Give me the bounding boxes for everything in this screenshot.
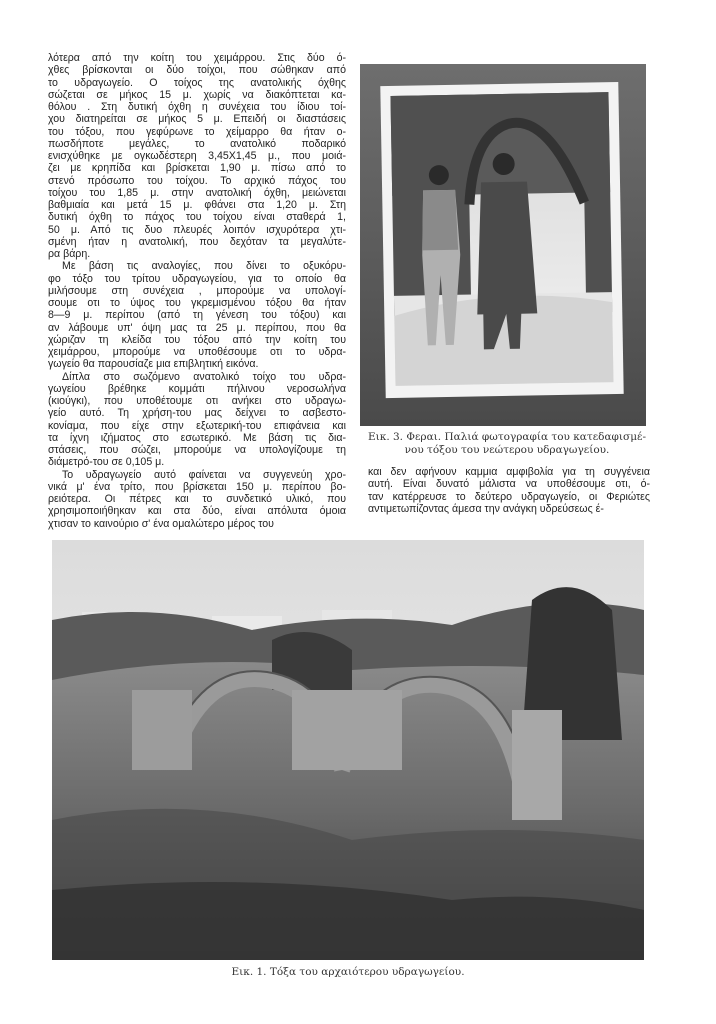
text-line: γωγείου βρέθηκε κομμάτι πήλινου νεροσωλήνα — [48, 382, 346, 395]
text-line: αν λάβουμε υπ' όψη μας τα 25 μ. περίπου, που θα — [48, 321, 346, 334]
figure-1-caption: Εικ. 1. Τόξα του αρχαιότερου υδραγωγείου. — [231, 966, 465, 978]
text-line: 8—9 μ. περίπου (από τη γένεση του τόξου) και — [48, 309, 346, 322]
left-text-column — [48, 52, 346, 530]
text-line: 50 μ. Από τις δυο πλευρές λοιπόν ισχυρότερα χτι- — [48, 223, 346, 236]
text-line: νικά μ' ένα τρίτο, που βρίσκεται 150 μ. περίπου βο- — [48, 480, 346, 493]
text-line: στάσεις, που σώζει, μπορούμε να υπολογίζουμε τη — [48, 444, 346, 456]
text-line: πωσδήποτε μεγάλες, το ανατολικό ποδαρικό — [48, 137, 346, 150]
text-line: σμένη ήταν η ανατολική, που δεχόταν τα μεγαλύτε- — [48, 235, 346, 248]
text-line: (κιούγκι), που υποθέτουμε οτι ανήκει στο υδραγω- — [48, 395, 346, 407]
text-line: χειμάρρου, μπορούμε να υποθέσουμε οτι το υδρα- — [48, 346, 346, 358]
text-line: διάμετρό-του σε 0,105 μ. — [48, 456, 165, 469]
text-line: ζει με κρηπίδα και βρίσκεται 1,90 μ. πίσω από το — [48, 162, 346, 175]
old-photograph-two-men-arch — [360, 64, 646, 426]
text-line: βαθμιαία και μετά 15 μ. φθάνει στα 1,20 μ. Στη — [48, 199, 346, 211]
text-line: σώζεται σε μήκος 15 μ. χωρίς να διακόπτεται κα- — [48, 88, 346, 101]
text-line: χτισαν το καινούριο σ' ένα ομαλώτερο μέρος του — [48, 517, 274, 530]
text-line: χρησιμοποιήθηκαν και στα δύο, είναι απόλυτα όμοια — [48, 505, 346, 518]
aqueduct-arches-photograph — [52, 540, 644, 960]
text-line: μιλήσουμε στη συνέχεια , μπορούμε να υπολογί- — [48, 284, 346, 297]
text-line: ρα βάρη. — [48, 248, 91, 260]
text-line: θόλου . Στη δυτική όχθη η συνέχεια του ίδιου τοί- — [48, 101, 346, 113]
text-line: χθες βρίσκονται οι δύο τοίχοι, που σώθηκαν από — [48, 64, 346, 77]
text-line: δυτική όχθη το πάχος του τοίχου είναι σταθερά 1, — [48, 211, 346, 224]
right-text-column — [368, 466, 650, 515]
figure-3-caption — [362, 431, 652, 457]
text-line: φο τόξο του τρίτου υδραγωγείου, για το οποίο θα — [48, 272, 346, 285]
text-line: σουμε οτι το ύψος του γκρεμισμένου τόξου θα ήταν — [48, 297, 346, 309]
text-line: το υδραγωγείο. Ο τοίχος της ανατολικής όχθης — [48, 76, 346, 89]
text-line: χώριζαν τη κλείδα του τόξου από την κοίτη του — [48, 333, 346, 346]
text-line: τα ίχνη ιζήματος στο εσωτερικό. Με βάση τις δια- — [48, 431, 346, 444]
text-line: και δεν αφήνουν καμμια αμφιβολία για τη συγγένεια — [368, 466, 650, 478]
text-line: Με βάση τις αναλογίες, που δίνει το οξυκόρυ- — [62, 260, 346, 273]
text-line: γωγείο θα παρουσίαζε μια επιβλητική εικόνα. — [48, 358, 259, 371]
text-line: ταν κατέρρευσε το δεύτερο υδραγωγείο, οι Φεριώτες — [368, 490, 650, 503]
text-line: αυτή. Είναι δυνατό μάλιστα να υποθέσουμε οτι, ό- — [368, 478, 650, 491]
text-line: Το υδραγωγείο αυτό φαίνεται να συγγενεύη χρο- — [62, 468, 346, 481]
text-line: λότερα από την κοίτη του χειμάρρου. Στις δύο ό- — [48, 52, 346, 64]
text-line: στενό πρόσωπο του τοίχου. Το αρχικό πάχος του — [48, 174, 346, 187]
text-line: ρειότερα. Οι πέτρες και το συνδετικό υλικό, που — [48, 493, 346, 505]
text-line: αντιμετωπίζοντας άμεσα την ανάγκη υδρεύσεως έ- — [368, 502, 604, 515]
text-line: του τόξου, που γεφύρωνε το χείμαρρο θα ήταν ο- — [48, 125, 346, 138]
text-line: κονίαμα, που είχε στην εξωτερική-του επιφάνεια και — [48, 419, 346, 432]
text-line: τοίχου του 1,85 μ. στην ανατολική όχθη, μειώνεται — [48, 186, 346, 199]
text-line: Δίπλα στο σωζόμενο ανατολικό τοίχο του υδρα- — [62, 370, 346, 383]
text-line: ενισχύθηκε με ογκωδέστερη 3,45Χ1,45 μ., που μοιά- — [48, 150, 346, 162]
figure-3-caption-line1: Εικ. 3. Φεραι. Παλιά φωτογραφία του κατεδαφισμέ- — [367, 431, 647, 443]
text-line: χου διατηρείται σε μήκος 5 μ. Επειδή οι διαστάσεις — [48, 113, 346, 126]
text-line: γείο αυτό. Τη χρήση-του μας δείχνει το ασβεστο- — [48, 407, 346, 420]
figure-3-caption-line2: νου τόξου του νεώτερου υδραγωγείου. — [404, 444, 610, 456]
